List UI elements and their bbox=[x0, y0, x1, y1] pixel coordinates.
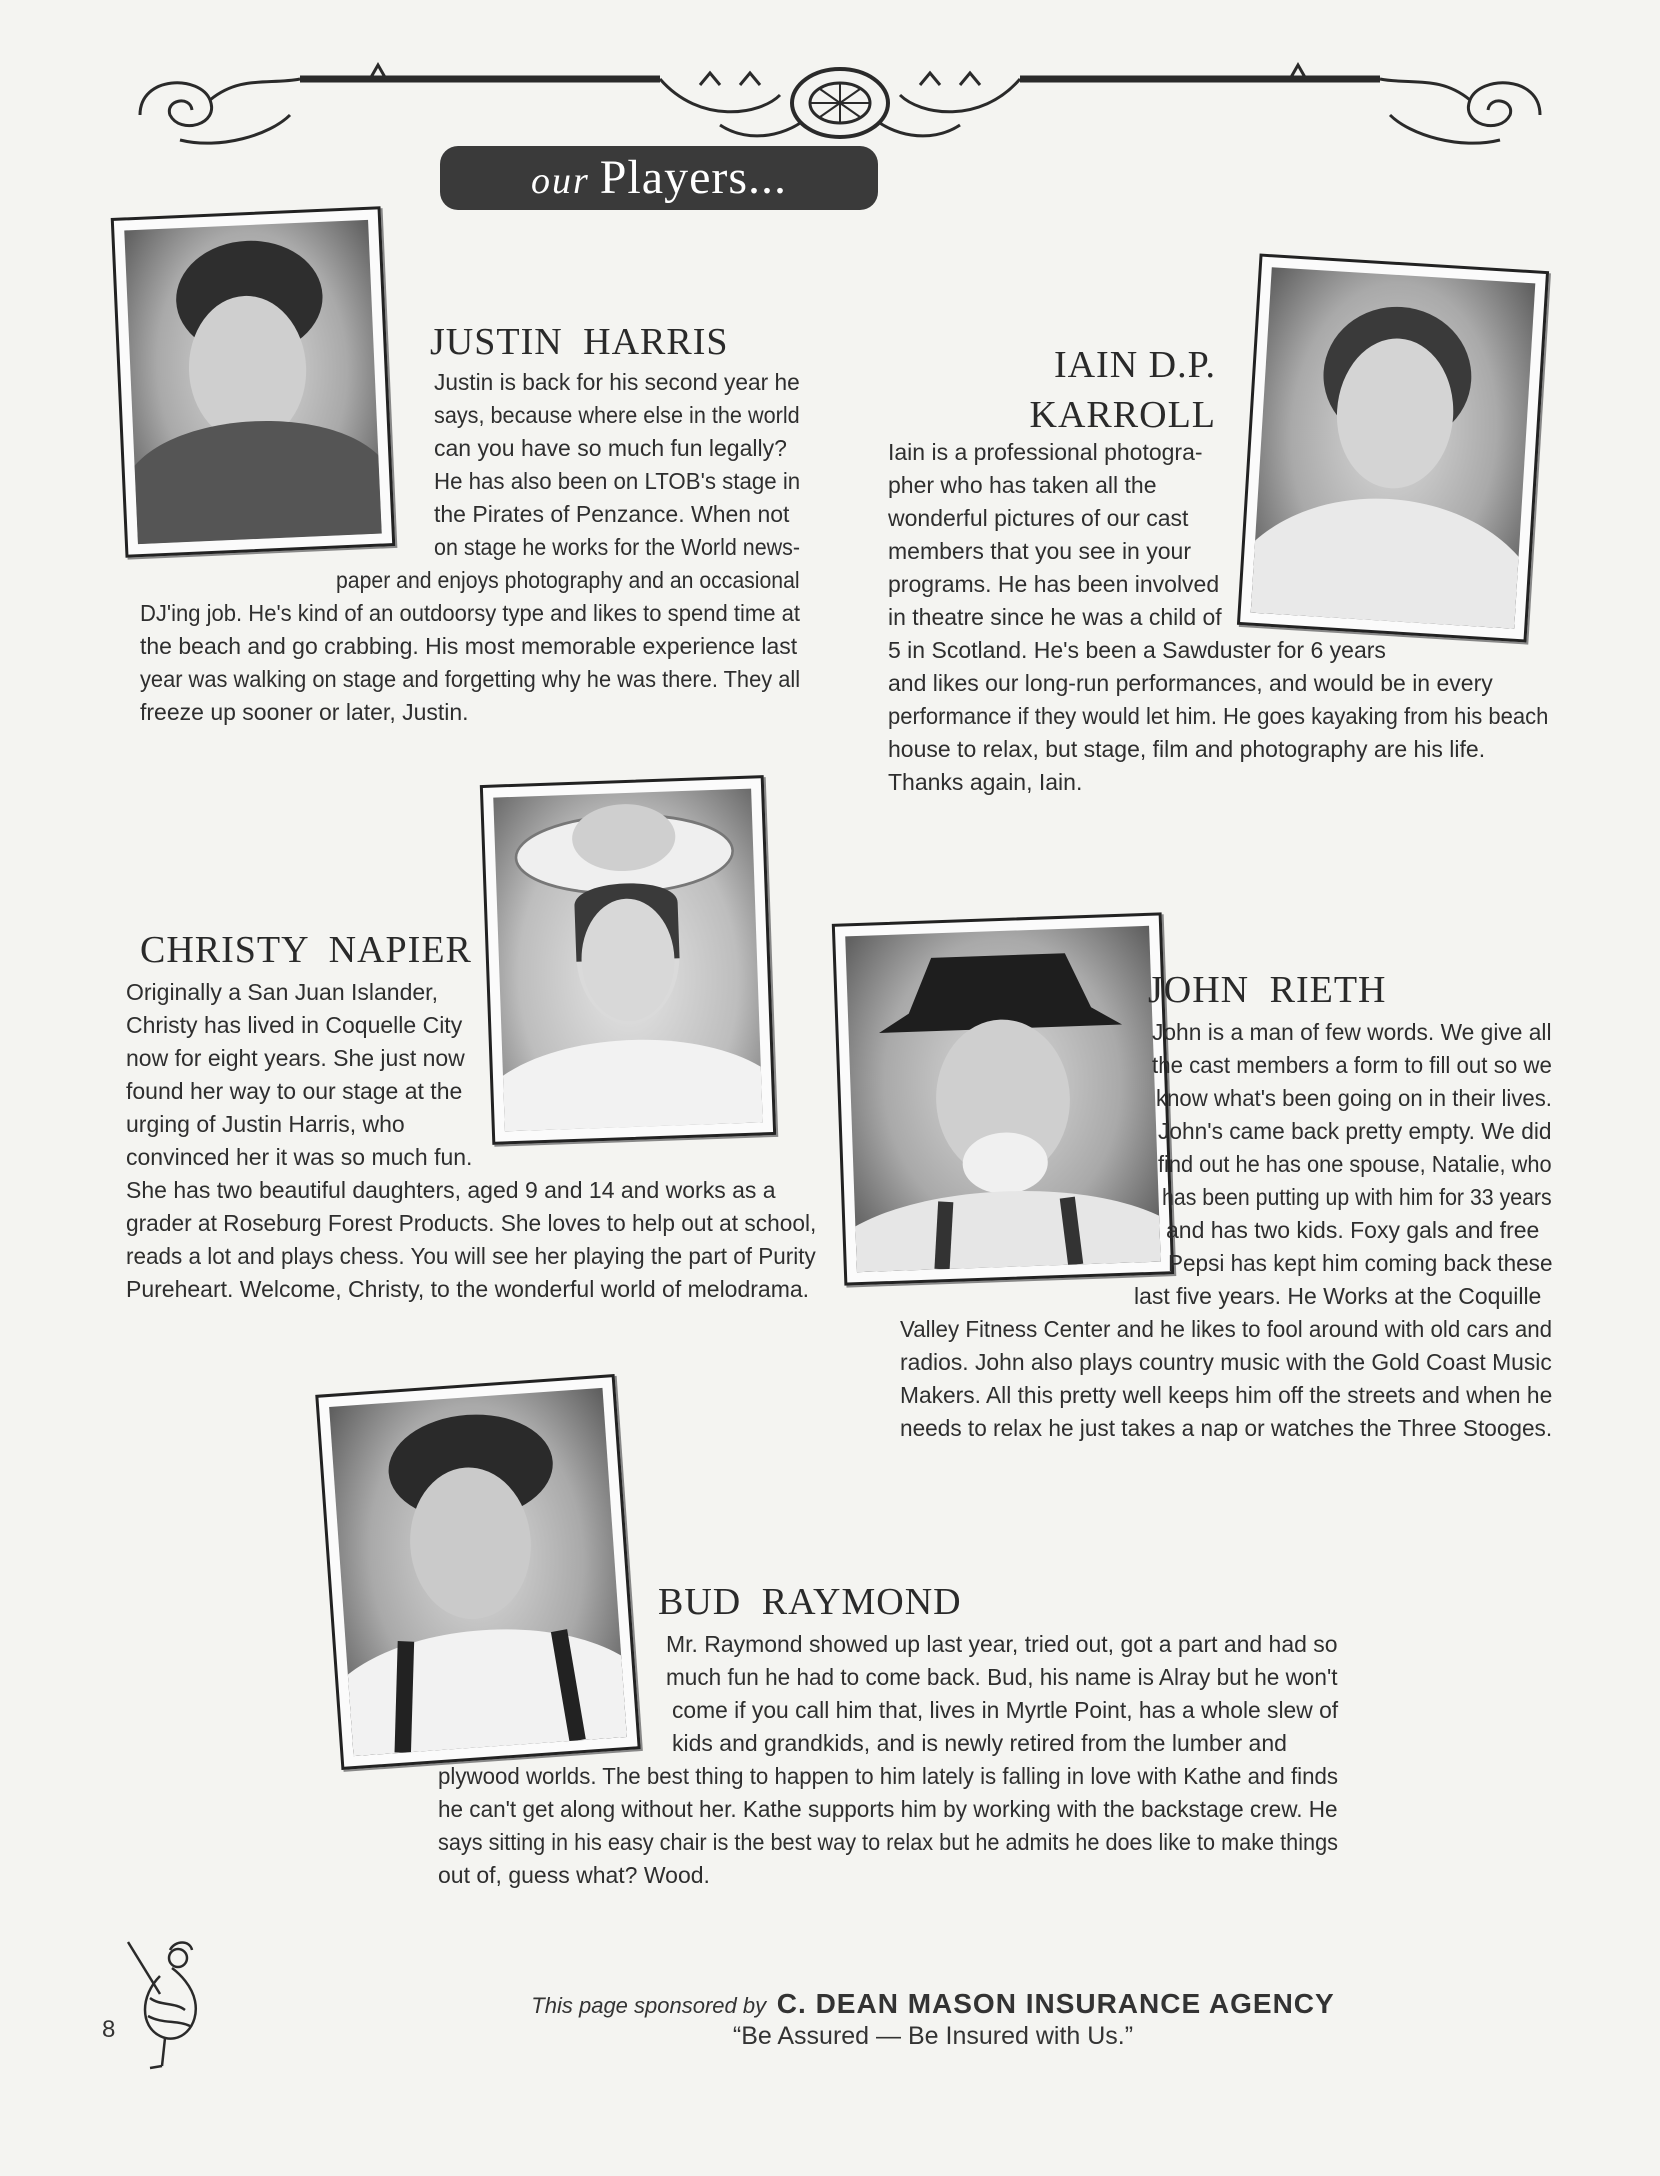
bio-line: John is a man of few words. We give all bbox=[1152, 1019, 1552, 1045]
bio-line: on stage he works for the World news- bbox=[434, 534, 801, 560]
bio-line: reads a lot and plays chess. You will see her playing the part of Purity bbox=[126, 1243, 816, 1269]
bio-line: in theatre since he was a child of bbox=[888, 604, 1222, 630]
player-name-iain-line2: KARROLL bbox=[1029, 394, 1216, 436]
bio-line: Pepsi has kept him coming back these bbox=[1168, 1250, 1553, 1276]
bio-line: 5 in Scotland. He's been a Sawduster for 6 years bbox=[888, 637, 1386, 663]
bio-line: plywood worlds. The best thing to happen to him lately is falling in love with Kathe and finds bbox=[438, 1763, 1339, 1789]
bio-line: Iain is a professional photogra- bbox=[888, 439, 1203, 465]
player-name-john-rieth: JOHN RIETH bbox=[1148, 969, 1387, 1011]
bio-line: Makers. All this pretty well keeps him off the streets and when he bbox=[900, 1382, 1553, 1408]
bio-line: freeze up sooner or later, Justin. bbox=[140, 699, 469, 725]
bio-line: members that you see in your bbox=[888, 538, 1191, 564]
bio-line: He has also been on LTOB's stage in bbox=[434, 468, 801, 494]
sponsor-prefix: This page sponsored by bbox=[531, 1993, 767, 2018]
bio-line: kids and grandkids, and is newly retired from the lumber and bbox=[672, 1730, 1287, 1756]
bio-line: come if you call him that, lives in Myrtle Point, has a whole slew of bbox=[672, 1697, 1339, 1723]
bio-line: radios. John also plays country music with the Gold Coast Music bbox=[900, 1349, 1552, 1375]
bio-line: find out he has one spouse, Natalie, who bbox=[1158, 1151, 1552, 1177]
player-bio-iain-karroll bbox=[888, 436, 1548, 799]
player-name-bud-raymond: BUD RAYMOND bbox=[658, 1581, 962, 1623]
bio-line: last five years. He Works at the Coquille bbox=[1134, 1283, 1542, 1309]
bio-line: the beach and go crabbing. His most memorable experience last bbox=[140, 633, 798, 659]
bio-line: DJ'ing job. He's kind of an outdoorsy type and likes to spend time at bbox=[140, 600, 800, 626]
bio-line: grader at Roseburg Forest Products. She loves to help out at school, bbox=[126, 1210, 817, 1236]
bio-line: now for eight years. She just now bbox=[126, 1045, 465, 1071]
section-title-large: Players... bbox=[599, 151, 788, 204]
sponsor-block bbox=[400, 1988, 1466, 2051]
bio-line: year was walking on stage and forgetting why he was there. They all bbox=[140, 666, 801, 692]
bio-line: out of, guess what? Wood. bbox=[438, 1862, 710, 1888]
bio-line: Mr. Raymond showed up last year, tried out, got a part and had so bbox=[666, 1631, 1338, 1657]
player-name-christy-napier: CHRISTY NAPIER bbox=[140, 929, 472, 971]
bio-line: programs. He has been involved bbox=[888, 571, 1220, 597]
page-number: 8 bbox=[102, 2016, 116, 2043]
player-name-iain-karroll bbox=[960, 340, 1216, 440]
bio-line: paper and enjoys photography and an occasional bbox=[336, 567, 800, 593]
bio-line: can you have so much fun legally? bbox=[434, 435, 787, 461]
player-name-justin-harris: JUSTIN HARRIS bbox=[430, 321, 729, 363]
section-title-small: our bbox=[530, 160, 590, 202]
bio-line: has been putting up with him for 33 years bbox=[1162, 1184, 1552, 1210]
bio-line: pher who has taken all the bbox=[888, 472, 1157, 498]
bio-line: convinced her it was so much fun. bbox=[126, 1144, 473, 1170]
bio-line: and has two kids. Foxy gals and free bbox=[1166, 1217, 1540, 1243]
bio-line: know what's been going on in their lives. bbox=[1156, 1085, 1552, 1111]
player-bio-john-rieth bbox=[900, 1016, 1552, 1445]
bio-line: Originally a San Juan Islander, bbox=[126, 979, 438, 1005]
bio-line: he can't get along without her. Kathe supports him by working with the backstage crew. He bbox=[438, 1796, 1338, 1822]
bio-line: house to relax, but stage, film and photography are his life. bbox=[888, 736, 1486, 762]
bio-line: She has two beautiful daughters, aged 9 and 14 and works as a bbox=[126, 1177, 776, 1203]
bio-line: says sitting in his easy chair is the best way to relax but he admits he does like to make things bbox=[438, 1829, 1338, 1855]
bio-line: wonderful pictures of our cast bbox=[888, 505, 1189, 531]
bio-line: says, because where else in the world bbox=[434, 402, 800, 428]
cancan-dancer-illustration bbox=[120, 1936, 210, 2072]
section-title-plate bbox=[440, 146, 878, 210]
player-name-iain-line1: IAIN D.P. bbox=[1053, 344, 1216, 386]
player-bio-christy-napier bbox=[126, 976, 816, 1306]
player-bio-bud-raymond bbox=[438, 1628, 1338, 1892]
bio-line: urging of Justin Harris, who bbox=[126, 1111, 405, 1137]
bio-line: John's came back pretty empty. We did bbox=[1158, 1118, 1552, 1144]
bio-line: much fun he had to come back. Bud, his name is Alray but he won't bbox=[666, 1664, 1338, 1690]
bio-line: Thanks again, Iain. bbox=[888, 769, 1083, 795]
bio-line: needs to relax he just takes a nap or watches the Three Stooges. bbox=[900, 1415, 1553, 1441]
sponsor-tagline: “Be Assured — Be Insured with Us.” bbox=[732, 2022, 1134, 2050]
player-bio-justin-harris bbox=[140, 366, 800, 729]
bio-line: and likes our long-run performances, and would be in every bbox=[888, 670, 1493, 696]
bio-line: Christy has lived in Coquelle City bbox=[126, 1012, 463, 1038]
bio-line: the Pirates of Penzance. When not bbox=[434, 501, 790, 527]
sponsor-name: C. DEAN MASON INSURANCE AGENCY bbox=[776, 1988, 1335, 2019]
bio-line: Valley Fitness Center and he likes to fool around with old cars and bbox=[900, 1316, 1553, 1342]
bio-line: performance if they would let him. He goes kayaking from his beach bbox=[888, 703, 1549, 729]
bio-line: Pureheart. Welcome, Christy, to the wonderful world of melodrama. bbox=[126, 1276, 810, 1302]
bio-line: the cast members a form to fill out so we bbox=[1152, 1052, 1552, 1078]
bio-line: found her way to our stage at the bbox=[126, 1078, 463, 1104]
bio-line: Justin is back for his second year he bbox=[434, 369, 800, 395]
